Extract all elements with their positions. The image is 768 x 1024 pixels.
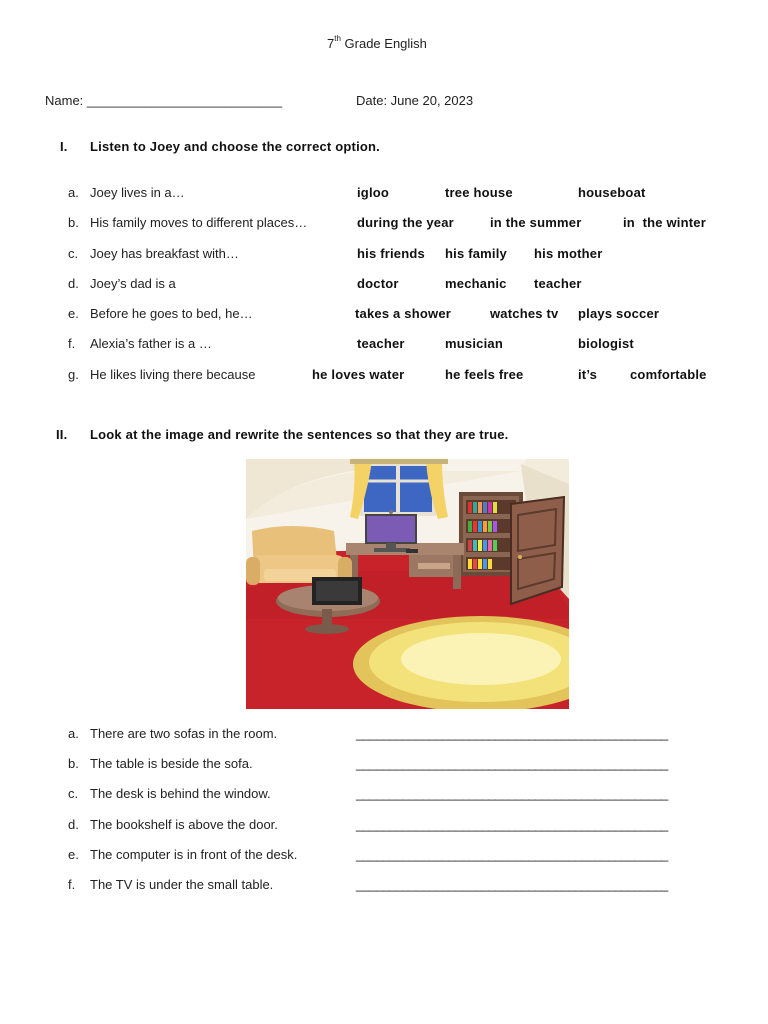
section2-instruction: Look at the image and rewrite the sentences so that they are true. xyxy=(90,427,509,442)
option[interactable]: takes a shower xyxy=(355,306,452,321)
option[interactable]: his friends xyxy=(357,246,425,261)
option[interactable]: tree house xyxy=(445,185,513,200)
question-letter: g. xyxy=(68,367,79,382)
option[interactable]: teacher xyxy=(534,276,582,291)
answer-line[interactable]: _______________________________________________ xyxy=(356,756,668,771)
option[interactable]: comfortable xyxy=(630,367,707,382)
answer-line[interactable]: _______________________________________________ xyxy=(356,786,668,801)
title-prefix: 7 xyxy=(327,36,335,51)
statement-letter: a. xyxy=(68,726,79,741)
question-text: Alexia’s father is a … xyxy=(90,336,212,351)
option[interactable]: houseboat xyxy=(578,185,646,200)
statement-letter: e. xyxy=(68,847,79,862)
statement-letter: b. xyxy=(68,756,79,771)
question-letter: e. xyxy=(68,306,79,321)
question-text: He likes living there because xyxy=(90,367,256,382)
question-letter: f. xyxy=(68,336,76,351)
title-suffix: Grade English xyxy=(344,36,427,51)
statement-text: The computer is in front of the desk. xyxy=(90,847,298,862)
statement-text: The desk is behind the window. xyxy=(90,786,271,801)
title-sup: th xyxy=(334,34,341,43)
option[interactable]: biologist xyxy=(578,336,634,351)
option[interactable]: teacher xyxy=(357,336,405,351)
answer-line[interactable]: _______________________________________________ xyxy=(356,726,668,741)
answer-line[interactable]: _______________________________________________ xyxy=(356,847,668,862)
option[interactable]: his mother xyxy=(534,246,603,261)
section1-instruction: Listen to Joey and choose the correct option. xyxy=(90,139,380,154)
statement-letter: d. xyxy=(68,817,79,832)
question-letter: a. xyxy=(68,185,79,200)
question-text: Joey has breakfast with… xyxy=(90,246,239,261)
option[interactable]: plays soccer xyxy=(578,306,660,321)
option[interactable]: during the year xyxy=(357,215,454,230)
section2-numeral: II. xyxy=(56,427,68,442)
statement-text: The TV is under the small table. xyxy=(90,877,274,892)
option[interactable]: in the summer xyxy=(490,215,582,230)
option[interactable]: he feels free xyxy=(445,367,524,382)
statement-text: The table is beside the sofa. xyxy=(90,756,253,771)
statement-letter: c. xyxy=(68,786,79,801)
section1-numeral: I. xyxy=(60,139,68,154)
option[interactable]: in the winter xyxy=(623,215,706,230)
statement-text: There are two sofas in the room. xyxy=(90,726,278,741)
living-room-illustration xyxy=(246,459,569,709)
date-label: Date: June 20, 2023 xyxy=(356,93,474,108)
question-text: Joey lives in a… xyxy=(90,185,185,200)
question-letter: d. xyxy=(68,276,79,291)
statement-text: The bookshelf is above the door. xyxy=(90,817,278,832)
option[interactable]: musician xyxy=(445,336,503,351)
question-text: Joey’s dad is a xyxy=(90,276,176,291)
option[interactable]: his family xyxy=(445,246,507,261)
answer-line[interactable]: _______________________________________________ xyxy=(356,817,668,832)
page-title xyxy=(327,36,427,51)
option[interactable]: doctor xyxy=(357,276,399,291)
question-letter: b. xyxy=(68,215,79,230)
question-text: His family moves to different places… xyxy=(90,215,308,230)
question-letter: c. xyxy=(68,246,79,261)
option[interactable]: watches tv xyxy=(490,306,559,321)
statement-letter: f. xyxy=(68,877,76,892)
option[interactable]: it’s xyxy=(578,367,598,382)
name-field[interactable]: Name: ___________________________ xyxy=(45,93,283,108)
option[interactable]: igloo xyxy=(357,185,390,200)
question-text: Before he goes to bed, he… xyxy=(90,306,253,321)
option[interactable]: mechanic xyxy=(445,276,507,291)
option[interactable]: he loves water xyxy=(312,367,405,382)
answer-line[interactable]: _______________________________________________ xyxy=(356,877,668,892)
